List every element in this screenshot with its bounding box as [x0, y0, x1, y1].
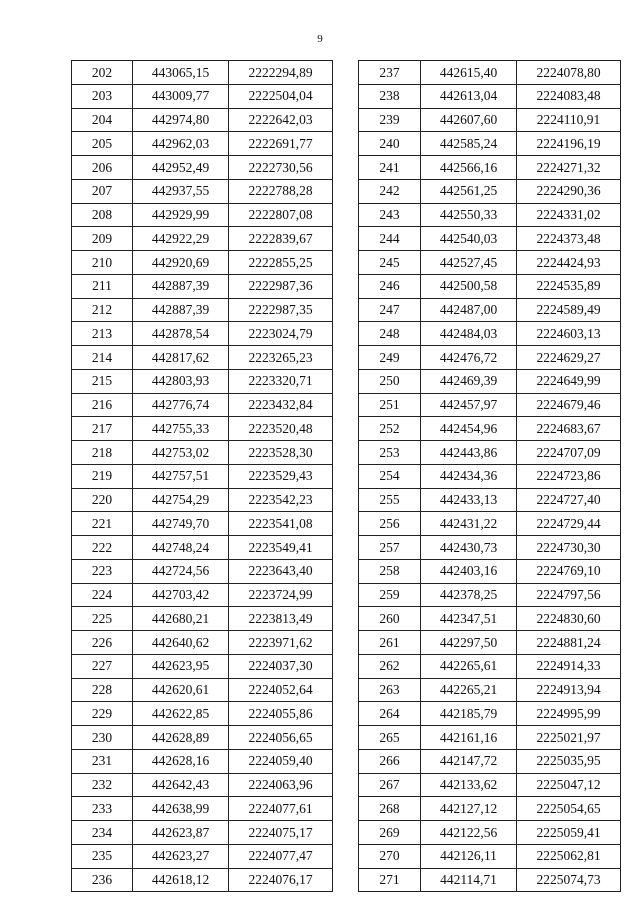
point-number-cell: 250: [359, 369, 421, 393]
table-row: [72, 702, 333, 726]
x-coordinate-cell: 442550,33: [421, 203, 517, 227]
table-row: [72, 274, 333, 298]
table-row: [72, 797, 333, 821]
x-coordinate-cell: 442265,21: [421, 678, 517, 702]
point-number-cell: 258: [359, 559, 421, 583]
point-number-cell: 257: [359, 536, 421, 560]
table-row: [359, 227, 621, 251]
table-row: [359, 654, 621, 678]
point-number-cell: 229: [72, 702, 133, 726]
x-coordinate-cell: 442618,12: [133, 868, 229, 892]
coordinate-table-left: [71, 60, 333, 892]
y-coordinate-cell: 2224059,40: [229, 749, 333, 773]
x-coordinate-cell: 442469,39: [421, 369, 517, 393]
x-coordinate-cell: 442487,00: [421, 298, 517, 322]
y-coordinate-cell: 2224679,46: [517, 393, 621, 417]
y-coordinate-cell: 2223024,79: [229, 322, 333, 346]
point-number-cell: 232: [72, 773, 133, 797]
point-number-cell: 251: [359, 393, 421, 417]
table-row: [72, 227, 333, 251]
point-number-cell: 241: [359, 156, 421, 180]
table-row: [359, 132, 621, 156]
x-coordinate-cell: 442753,02: [133, 441, 229, 465]
table-row: [72, 536, 333, 560]
y-coordinate-cell: 2225062,81: [517, 844, 621, 868]
table-row: [359, 488, 621, 512]
x-coordinate-cell: 442623,95: [133, 654, 229, 678]
y-coordinate-cell: 2222807,08: [229, 203, 333, 227]
point-number-cell: 270: [359, 844, 421, 868]
point-number-cell: 255: [359, 488, 421, 512]
y-coordinate-cell: 2224271,32: [517, 156, 621, 180]
y-coordinate-cell: 2225035,95: [517, 749, 621, 773]
y-coordinate-cell: 2222987,35: [229, 298, 333, 322]
point-number-cell: 259: [359, 583, 421, 607]
table-row: [72, 108, 333, 132]
y-coordinate-cell: 2222642,03: [229, 108, 333, 132]
point-number-cell: 246: [359, 274, 421, 298]
y-coordinate-cell: 2224629,27: [517, 346, 621, 370]
x-coordinate-cell: 442974,80: [133, 108, 229, 132]
point-number-cell: 205: [72, 132, 133, 156]
table-row: [72, 441, 333, 465]
table-row: [72, 749, 333, 773]
point-number-cell: 249: [359, 346, 421, 370]
y-coordinate-cell: 2223643,40: [229, 559, 333, 583]
x-coordinate-cell: 442817,62: [133, 346, 229, 370]
table-row: [72, 251, 333, 275]
x-coordinate-cell: 442127,12: [421, 797, 517, 821]
coordinate-table-right: [358, 60, 621, 892]
y-coordinate-cell: 2224290,36: [517, 179, 621, 203]
x-coordinate-cell: 442527,45: [421, 251, 517, 275]
x-coordinate-cell: 442937,55: [133, 179, 229, 203]
x-coordinate-cell: 442378,25: [421, 583, 517, 607]
point-number-cell: 221: [72, 512, 133, 536]
point-number-cell: 248: [359, 322, 421, 346]
x-coordinate-cell: 442161,16: [421, 726, 517, 750]
y-coordinate-cell: 2224055,86: [229, 702, 333, 726]
x-coordinate-cell: 442628,16: [133, 749, 229, 773]
y-coordinate-cell: 2224076,17: [229, 868, 333, 892]
y-coordinate-cell: 2224424,93: [517, 251, 621, 275]
y-coordinate-cell: 2224769,10: [517, 559, 621, 583]
y-coordinate-cell: 2223432,84: [229, 393, 333, 417]
y-coordinate-cell: 2225047,12: [517, 773, 621, 797]
y-coordinate-cell: 2222294,89: [229, 61, 333, 85]
y-coordinate-cell: 2222987,36: [229, 274, 333, 298]
point-number-cell: 245: [359, 251, 421, 275]
y-coordinate-cell: 2223549,41: [229, 536, 333, 560]
table-row: [359, 844, 621, 868]
x-coordinate-cell: 442623,87: [133, 821, 229, 845]
y-coordinate-cell: 2223529,43: [229, 464, 333, 488]
x-coordinate-cell: 442114,71: [421, 868, 517, 892]
y-coordinate-cell: 2223520,48: [229, 417, 333, 441]
y-coordinate-cell: 2223541,08: [229, 512, 333, 536]
table-row: [359, 346, 621, 370]
point-number-cell: 216: [72, 393, 133, 417]
x-coordinate-cell: 442724,56: [133, 559, 229, 583]
y-coordinate-cell: 2224077,47: [229, 844, 333, 868]
point-number-cell: 227: [72, 654, 133, 678]
table-row: [359, 369, 621, 393]
table-row: [72, 821, 333, 845]
point-number-cell: 271: [359, 868, 421, 892]
table-row: [359, 512, 621, 536]
y-coordinate-cell: 2225021,97: [517, 726, 621, 750]
table-row: [359, 179, 621, 203]
point-number-cell: 264: [359, 702, 421, 726]
x-coordinate-cell: 442615,40: [421, 61, 517, 85]
point-number-cell: 230: [72, 726, 133, 750]
table-row: [359, 251, 621, 275]
x-coordinate-cell: 442757,51: [133, 464, 229, 488]
y-coordinate-cell: 2222839,67: [229, 227, 333, 251]
point-number-cell: 228: [72, 678, 133, 702]
x-coordinate-cell: 442607,60: [421, 108, 517, 132]
point-number-cell: 218: [72, 441, 133, 465]
table-row: [72, 417, 333, 441]
point-number-cell: 269: [359, 821, 421, 845]
table-row: [359, 61, 621, 85]
table-row: [359, 441, 621, 465]
point-number-cell: 211: [72, 274, 133, 298]
x-coordinate-cell: 442920,69: [133, 251, 229, 275]
y-coordinate-cell: 2224075,17: [229, 821, 333, 845]
x-coordinate-cell: 443009,77: [133, 84, 229, 108]
x-coordinate-cell: 442622,85: [133, 702, 229, 726]
y-coordinate-cell: 2224331,02: [517, 203, 621, 227]
point-number-cell: 213: [72, 322, 133, 346]
y-coordinate-cell: 2224603,13: [517, 322, 621, 346]
y-coordinate-cell: 2224052,64: [229, 678, 333, 702]
x-coordinate-cell: 442403,16: [421, 559, 517, 583]
y-coordinate-cell: 2224683,67: [517, 417, 621, 441]
table-row: [359, 678, 621, 702]
table-row: [359, 868, 621, 892]
table-row: [359, 156, 621, 180]
table-row: [359, 298, 621, 322]
table-row: [72, 844, 333, 868]
x-coordinate-cell: 442929,99: [133, 203, 229, 227]
table-row: [72, 203, 333, 227]
point-number-cell: 203: [72, 84, 133, 108]
y-coordinate-cell: 2223813,49: [229, 607, 333, 631]
table-row: [72, 868, 333, 892]
x-coordinate-cell: 442476,72: [421, 346, 517, 370]
y-coordinate-cell: 2224063,96: [229, 773, 333, 797]
x-coordinate-cell: 442638,99: [133, 797, 229, 821]
y-coordinate-cell: 2224535,89: [517, 274, 621, 298]
x-coordinate-cell: 442185,79: [421, 702, 517, 726]
x-coordinate-cell: 442628,89: [133, 726, 229, 750]
page-number: 9: [317, 33, 323, 45]
point-number-cell: 263: [359, 678, 421, 702]
x-coordinate-cell: 442922,29: [133, 227, 229, 251]
table-row: [72, 322, 333, 346]
table-row: [359, 203, 621, 227]
y-coordinate-cell: 2224649,99: [517, 369, 621, 393]
table-row: [359, 274, 621, 298]
x-coordinate-cell: 442540,03: [421, 227, 517, 251]
point-number-cell: 222: [72, 536, 133, 560]
point-number-cell: 210: [72, 251, 133, 275]
x-coordinate-cell: 442680,21: [133, 607, 229, 631]
table-row: [72, 156, 333, 180]
point-number-cell: 220: [72, 488, 133, 512]
table-row: [359, 702, 621, 726]
point-number-cell: 239: [359, 108, 421, 132]
x-coordinate-cell: 442147,72: [421, 749, 517, 773]
table-row: [72, 132, 333, 156]
point-number-cell: 261: [359, 631, 421, 655]
y-coordinate-cell: 2224881,24: [517, 631, 621, 655]
x-coordinate-cell: 442878,54: [133, 322, 229, 346]
table-row: [359, 583, 621, 607]
table-row: [72, 346, 333, 370]
y-coordinate-cell: 2224077,61: [229, 797, 333, 821]
table-row: [359, 464, 621, 488]
x-coordinate-cell: 442962,03: [133, 132, 229, 156]
x-coordinate-cell: 442443,86: [421, 441, 517, 465]
point-number-cell: 219: [72, 464, 133, 488]
table-row: [72, 179, 333, 203]
x-coordinate-cell: 442122,56: [421, 821, 517, 845]
x-coordinate-cell: 442803,93: [133, 369, 229, 393]
table-row: [72, 393, 333, 417]
point-number-cell: 236: [72, 868, 133, 892]
point-number-cell: 262: [359, 654, 421, 678]
point-number-cell: 206: [72, 156, 133, 180]
point-number-cell: 242: [359, 179, 421, 203]
y-coordinate-cell: 2222730,56: [229, 156, 333, 180]
point-number-cell: 234: [72, 821, 133, 845]
y-coordinate-cell: 2223528,30: [229, 441, 333, 465]
table-row: [359, 773, 621, 797]
table-row: [359, 84, 621, 108]
point-number-cell: 247: [359, 298, 421, 322]
point-number-cell: 208: [72, 203, 133, 227]
x-coordinate-cell: 442457,97: [421, 393, 517, 417]
point-number-cell: 212: [72, 298, 133, 322]
table-row: [72, 61, 333, 85]
y-coordinate-cell: 2224037,30: [229, 654, 333, 678]
table-row: [359, 821, 621, 845]
y-coordinate-cell: 2223971,62: [229, 631, 333, 655]
x-coordinate-cell: 442434,36: [421, 464, 517, 488]
x-coordinate-cell: 442748,24: [133, 536, 229, 560]
point-number-cell: 237: [359, 61, 421, 85]
table-row: [72, 654, 333, 678]
x-coordinate-cell: 442126,11: [421, 844, 517, 868]
point-number-cell: 235: [72, 844, 133, 868]
y-coordinate-cell: 2224056,65: [229, 726, 333, 750]
y-coordinate-cell: 2224995,99: [517, 702, 621, 726]
point-number-cell: 268: [359, 797, 421, 821]
table-row: [72, 726, 333, 750]
y-coordinate-cell: 2224083,48: [517, 84, 621, 108]
y-coordinate-cell: 2224078,80: [517, 61, 621, 85]
table-row: [359, 536, 621, 560]
x-coordinate-cell: 442585,24: [421, 132, 517, 156]
x-coordinate-cell: 442430,73: [421, 536, 517, 560]
table-row: [359, 322, 621, 346]
x-coordinate-cell: 442776,74: [133, 393, 229, 417]
point-number-cell: 214: [72, 346, 133, 370]
x-coordinate-cell: 442887,39: [133, 298, 229, 322]
point-number-cell: 266: [359, 749, 421, 773]
y-coordinate-cell: 2225059,41: [517, 821, 621, 845]
point-number-cell: 215: [72, 369, 133, 393]
point-number-cell: 204: [72, 108, 133, 132]
y-coordinate-cell: 2225074,73: [517, 868, 621, 892]
y-coordinate-cell: 2224723,86: [517, 464, 621, 488]
table-row: [72, 583, 333, 607]
table-row: [359, 607, 621, 631]
point-number-cell: 265: [359, 726, 421, 750]
y-coordinate-cell: 2224196,19: [517, 132, 621, 156]
point-number-cell: 202: [72, 61, 133, 85]
x-coordinate-cell: 442431,22: [421, 512, 517, 536]
x-coordinate-cell: 442454,96: [421, 417, 517, 441]
point-number-cell: 254: [359, 464, 421, 488]
x-coordinate-cell: 442265,61: [421, 654, 517, 678]
point-number-cell: 223: [72, 559, 133, 583]
table-row: [72, 607, 333, 631]
y-coordinate-cell: 2223542,23: [229, 488, 333, 512]
table-row: [72, 488, 333, 512]
x-coordinate-cell: 442749,70: [133, 512, 229, 536]
table-row: [72, 559, 333, 583]
table-row: [72, 369, 333, 393]
y-coordinate-cell: 2223265,23: [229, 346, 333, 370]
y-coordinate-cell: 2223320,71: [229, 369, 333, 393]
y-coordinate-cell: 2224797,56: [517, 583, 621, 607]
y-coordinate-cell: 2224914,33: [517, 654, 621, 678]
y-coordinate-cell: 2224110,91: [517, 108, 621, 132]
y-coordinate-cell: 2223724,99: [229, 583, 333, 607]
y-coordinate-cell: 2224730,30: [517, 536, 621, 560]
table-row: [72, 464, 333, 488]
y-coordinate-cell: 2222855,25: [229, 251, 333, 275]
x-coordinate-cell: 442887,39: [133, 274, 229, 298]
point-number-cell: 225: [72, 607, 133, 631]
point-number-cell: 231: [72, 749, 133, 773]
table-row: [72, 298, 333, 322]
x-coordinate-cell: 442754,29: [133, 488, 229, 512]
x-coordinate-cell: 442561,25: [421, 179, 517, 203]
table-row: [72, 678, 333, 702]
point-number-cell: 260: [359, 607, 421, 631]
point-number-cell: 209: [72, 227, 133, 251]
point-number-cell: 240: [359, 132, 421, 156]
point-number-cell: 253: [359, 441, 421, 465]
x-coordinate-cell: 443065,15: [133, 61, 229, 85]
table-row: [359, 559, 621, 583]
point-number-cell: 256: [359, 512, 421, 536]
point-number-cell: 233: [72, 797, 133, 821]
x-coordinate-cell: 442952,49: [133, 156, 229, 180]
x-coordinate-cell: 442755,33: [133, 417, 229, 441]
x-coordinate-cell: 442500,58: [421, 274, 517, 298]
x-coordinate-cell: 442703,42: [133, 583, 229, 607]
point-number-cell: 207: [72, 179, 133, 203]
y-coordinate-cell: 2224727,40: [517, 488, 621, 512]
table-row: [359, 393, 621, 417]
table-row: [72, 512, 333, 536]
x-coordinate-cell: 442642,43: [133, 773, 229, 797]
y-coordinate-cell: 2224830,60: [517, 607, 621, 631]
point-number-cell: 238: [359, 84, 421, 108]
x-coordinate-cell: 442433,13: [421, 488, 517, 512]
y-coordinate-cell: 2224729,44: [517, 512, 621, 536]
point-number-cell: 217: [72, 417, 133, 441]
x-coordinate-cell: 442484,03: [421, 322, 517, 346]
y-coordinate-cell: 2222788,28: [229, 179, 333, 203]
table-row: [72, 84, 333, 108]
point-number-cell: 267: [359, 773, 421, 797]
table-row: [359, 726, 621, 750]
y-coordinate-cell: 2224589,49: [517, 298, 621, 322]
point-number-cell: 226: [72, 631, 133, 655]
y-coordinate-cell: 2225054,65: [517, 797, 621, 821]
y-coordinate-cell: 2222691,77: [229, 132, 333, 156]
x-coordinate-cell: 442297,50: [421, 631, 517, 655]
point-number-cell: 243: [359, 203, 421, 227]
point-number-cell: 252: [359, 417, 421, 441]
table-row: [72, 631, 333, 655]
y-coordinate-cell: 2224373,48: [517, 227, 621, 251]
y-coordinate-cell: 2224913,94: [517, 678, 621, 702]
y-coordinate-cell: 2222504,04: [229, 84, 333, 108]
x-coordinate-cell: 442566,16: [421, 156, 517, 180]
x-coordinate-cell: 442133,62: [421, 773, 517, 797]
table-row: [359, 797, 621, 821]
x-coordinate-cell: 442620,61: [133, 678, 229, 702]
x-coordinate-cell: 442623,27: [133, 844, 229, 868]
x-coordinate-cell: 442613,04: [421, 84, 517, 108]
table-row: [359, 749, 621, 773]
table-row: [359, 108, 621, 132]
table-row: [359, 417, 621, 441]
table-row: [359, 631, 621, 655]
y-coordinate-cell: 2224707,09: [517, 441, 621, 465]
point-number-cell: 224: [72, 583, 133, 607]
x-coordinate-cell: 442640,62: [133, 631, 229, 655]
point-number-cell: 244: [359, 227, 421, 251]
table-row: [72, 773, 333, 797]
x-coordinate-cell: 442347,51: [421, 607, 517, 631]
